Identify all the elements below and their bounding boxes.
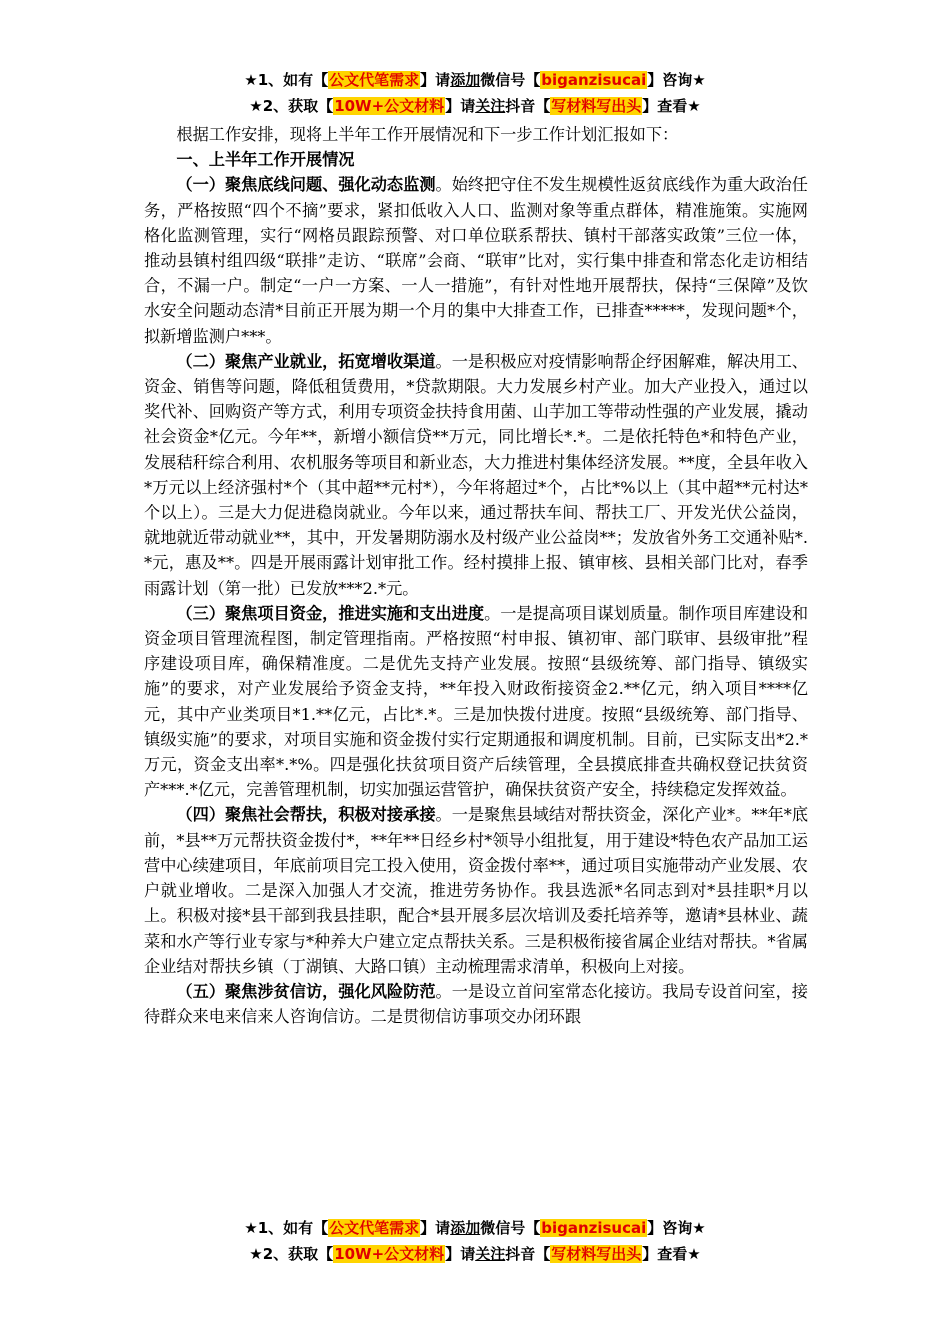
intro-paragraph: 根据工作安排，现将上半年工作开展情况和下一步工作计划汇报如下： xyxy=(176,125,679,144)
highlight-materials: 10W+公文材料 xyxy=(334,97,445,115)
highlight-douyin-account: 写材料写出头 xyxy=(551,1245,642,1263)
promo-banner-line-2: ★2、获取【10W+公文材料】请关注抖音【写材料写出头】查看★ xyxy=(249,97,701,115)
highlight-wechat-id: biganzisucai xyxy=(541,1219,647,1237)
item-heading: （一）聚焦底线问题、强化动态监测 xyxy=(176,175,436,195)
document-body xyxy=(144,122,808,1029)
paragraph-item-4 xyxy=(144,802,808,978)
paragraph-item-5 xyxy=(144,979,808,1029)
paragraph-item-1 xyxy=(144,172,808,348)
promo-banner-line-1: ★1、如有【公文代笔需求】请添加微信号【biganzisucai】咨询★ xyxy=(244,71,706,89)
highlight-materials: 10W+公文材料 xyxy=(334,1245,445,1263)
item-body: 。一是聚焦县域结对帮扶资金，深化产业*。**年*底前，*县**万元帮扶资金拨付*，**年**日经乡村*领导小组批复，用于建设*特色农产品加工运营中心续建项目，年底前项目完工投入使用，资金拨付率**，通过项目实施带动产业发展、农户就业增收。二是深入加强人才交流，推进劳务协作。我县选派*名同志到对*县挂职*月以上。积极对接*县干部到我县挂职，配合*县开展多层次培训及委托培养等，邀请*县林业、蔬菜和水产等行业专家与*种养大户建立定点帮扶关系。三是积极衔接省属企业结对帮扶。*省属企业结对帮扶乡镇（丁湖镇、大路口镇）主动梳理需求清单，积极向上对接。 xyxy=(144,805,809,976)
item-body: 。始终把守住不发生规模性返贫底线作为重大政治任务，严格按照“四个不摘”要求，紧扣低收入人口、监测对象等重点群体，精准施策。实施网格化监测管理，实行“网格员跟踪预警、对口单位联系帮扶、镇村干部落实政策”三位一体，推动县镇村组四级“联排”走访、“联席”会商、“联审”比对，实行集中排查和常态化走访相结合，不漏一户。制定“一户一方案、一人一措施”，有针对性地开展帮扶，保持“三保障”及饮水安全问题动态清*目前正开展为期一个月的集中大排查工作，已排查*****，发现问题*个，拟新增监测户***。 xyxy=(144,175,808,346)
item-body: 。一是积极应对疫情影响帮企纾困解难，解决用工、资金、销售等问题，降低租赁费用，*贷款期限。大力发展乡村产业。加大产业投入，通过以奖代补、回购资产等方式，利用专项资金扶持食用菌、山芋加工等带动性强的产业发展，撬动社会资金*亿元。今年**，新增小额信贷**万元，同比增长*.*。二是依托特色*和特色产业，发展秸秆综合利用、农机服务等项目和新业态，大力推进村集体经济发展。**度，全县年收入*万元以上经济强村*个（其中超**元村*），今年将超过*个，占比*%以上（其中超**元村达*个以上）。三是大力促进稳岗就业。今年以来，通过帮扶车间、帮扶工厂、开发光伏公益岗，就地就近带动就业**，其中，开发暑期防溺水及村级产业公益岗**；发放省外务工交通补贴*.*元，惠及**。四是开展雨露计划审批工作。经村摸排上报、镇审核、县相关部门比对，春季雨露计划（第一批）已发放***2.*元。 xyxy=(144,351,808,598)
section-heading: 一、上半年工作开展情况 xyxy=(176,150,355,170)
highlight-service: 公文代笔需求 xyxy=(329,1219,420,1237)
item-body: 。一是提高项目谋划质量。制作项目库建设和资金项目管理流程图，制定管理指南。严格按照“村申报、镇初审、部门联审、县级审批”程序建设项目库，确保精准度。二是优先支持产业发展。按照“县级统筹、部门指导、镇级实施”的要求，对产业发展给予资金支持，**年投入财政衔接资金2.**亿元，纳入项目****亿元，其中产业类项目*1.**亿元，占比*.*。三是加快拨付进度。按照“县级统筹、部门指导、镇级实施”的要求，对项目实施和资金拨付实行定期通报和调度机制。目前，已实际支出*2.*万元，资金支出率*.*%。四是强化扶贫项目资产后续管理，全县摸底排查共确权登记扶贫资产***.*亿元，完善管理机制，切实加强运营管护，确保扶贫资产安全，持续稳定发挥效益。 xyxy=(144,603,809,800)
item-body: 。一是设立首问室常态化接访。我局专设首问室，接待群众来电来信来人咨询信访。二是贯彻信访事项交办闭环跟 xyxy=(144,981,808,1027)
highlight-service: 公文代笔需求 xyxy=(329,71,420,89)
item-heading: （四）聚焦社会帮扶，积极对接承接 xyxy=(176,805,436,825)
highlight-wechat-id: biganzisucai xyxy=(541,71,647,89)
paragraph-item-3 xyxy=(144,601,808,803)
promo-banner-footer-line-2: ★2、获取【10W+公文材料】请关注抖音【写材料写出头】查看★ xyxy=(249,1245,701,1263)
promo-banner-footer-line-1: ★1、如有【公文代笔需求】请添加微信号【biganzisucai】咨询★ xyxy=(244,1219,706,1237)
item-heading: （五）聚焦涉贫信访，强化风险防范 xyxy=(176,981,436,1001)
item-heading: （二）聚焦产业就业，拓宽增收渠道 xyxy=(176,351,436,371)
highlight-douyin-account: 写材料写出头 xyxy=(551,97,642,115)
item-heading: （三）聚焦项目资金，推进实施和支出进度 xyxy=(176,603,485,623)
paragraph-item-2 xyxy=(144,349,808,601)
